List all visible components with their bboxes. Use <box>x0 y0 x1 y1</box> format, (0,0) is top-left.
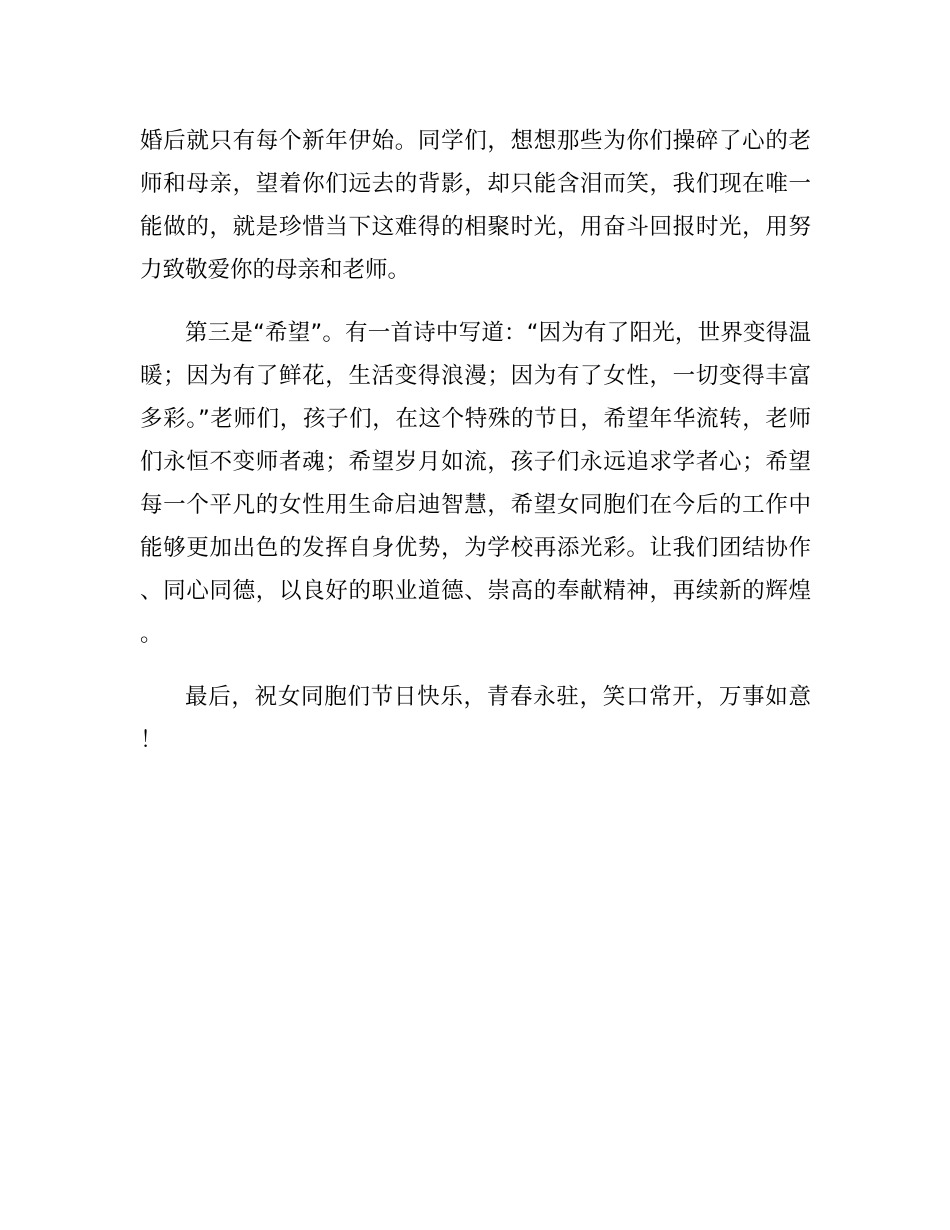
document-body <box>140 120 811 782</box>
paragraph-closing-wishes: 最后，祝女同胞们节日快乐，青春永驻，笑口常开，万事如意！ <box>140 684 811 753</box>
paragraph-hope: 第三是“希望”。有一首诗中写道：“因为有了阳光，世界变得温暖；因为有了鲜花，生活变得浪漫；因为有了女性，一切变得丰富多彩。”老师们，孩子们，在这个特殊的节日，希望年华流转，老师们永恒不变师者魂；希望岁月如流，孩子们永远追求学者心；希望每一个平凡的女性用生命启迪智慧，希望女同胞们在今后的工作中能够更加出色的发挥自身优势，为学校再添光彩。让我们团结协作、同心同德，以良好的职业道德、崇高的奉献精神，再续新的辉煌。 <box>140 320 811 647</box>
paragraph-continuation: 婚后就只有每个新年伊始。同学们，想想那些为你们操碎了心的老师和母亲，望着你们远去的背影，却只能含泪而笑，我们现在唯一能做的，就是珍惜当下这难得的相聚时光，用奋斗回报时光，用努力致敬爱你的母亲和老师。 <box>140 128 811 283</box>
